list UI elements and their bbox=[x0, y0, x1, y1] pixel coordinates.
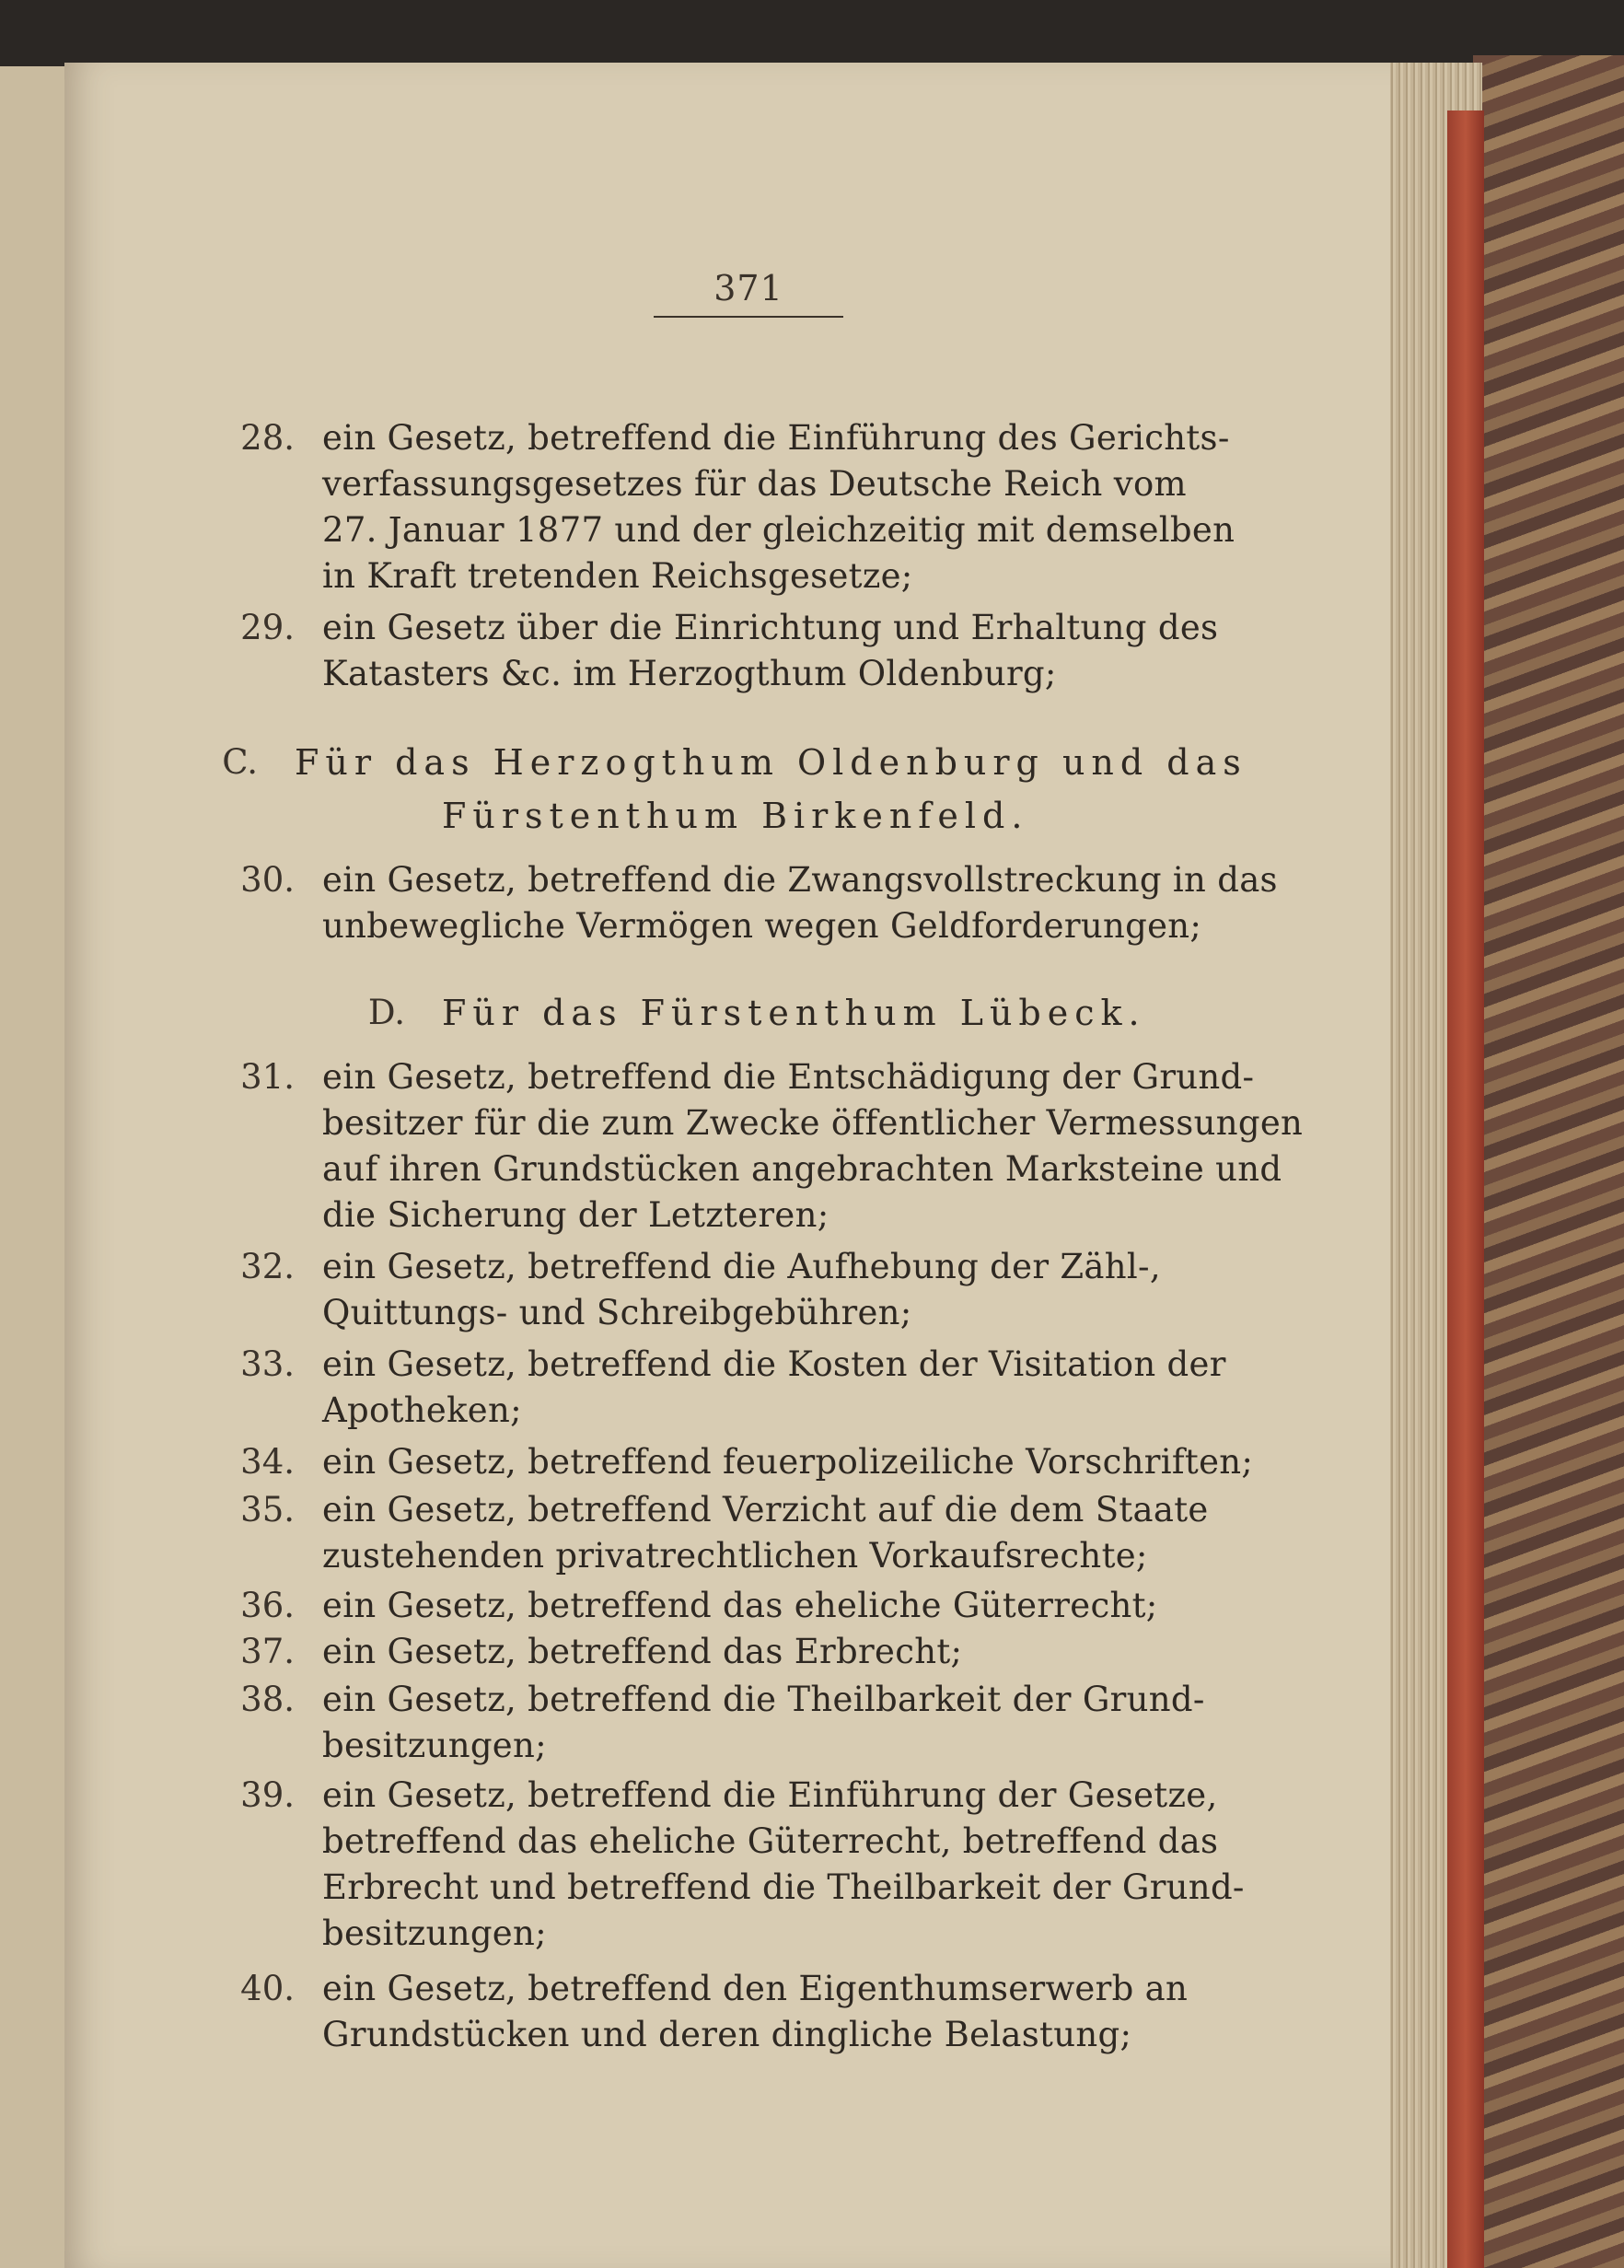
item-line: betreffend das eheliche Güterrecht, betreffend das bbox=[322, 1821, 1219, 1861]
item-line: Katasters &c. im Herzogthum Oldenburg; bbox=[322, 654, 1057, 693]
item-line: ein Gesetz über die Einrichtung und Erhaltung des bbox=[322, 608, 1219, 647]
book-cover bbox=[1473, 55, 1624, 2268]
item-line: ein Gesetz, betreffend das eheliche Güterrecht; bbox=[322, 1586, 1158, 1625]
item-line: Grundstücken und deren dingliche Belastung; bbox=[322, 2015, 1132, 2054]
item-number: 36. bbox=[240, 1586, 295, 1625]
item-line: ein Gesetz, betreffend die Einführung der Gesetze, bbox=[322, 1775, 1218, 1815]
item-line: ein Gesetz, betreffend feuerpolizeiliche Vorschriften; bbox=[322, 1442, 1254, 1482]
page-text bbox=[64, 63, 1390, 2268]
section-letter: D. bbox=[367, 993, 405, 1032]
item-line: ein Gesetz, betreffend Verzicht auf die dem Staate bbox=[322, 1490, 1209, 1529]
item-number: 34. bbox=[240, 1442, 295, 1482]
item-line: ein Gesetz, betreffend die Theilbarkeit der Grund- bbox=[322, 1680, 1205, 1719]
item-line: besitzungen; bbox=[322, 1726, 547, 1765]
item-line: besitzer für die zum Zwecke öffentlicher Vermessungen bbox=[322, 1103, 1304, 1143]
item-line: ein Gesetz, betreffend die Zwangsvollstreckung in das bbox=[322, 860, 1278, 900]
item-line: 27. Januar 1877 und der gleichzeitig mit demselben bbox=[322, 510, 1235, 550]
item-line: ein Gesetz, betreffend die Einführung des Gerichts- bbox=[322, 418, 1230, 458]
item-number: 39. bbox=[240, 1775, 295, 1815]
item-line: ein Gesetz, betreffend das Erbrecht; bbox=[322, 1632, 963, 1671]
item-line: verfassungsgesetzes für das Deutsche Reich vom bbox=[322, 464, 1187, 504]
item-number: 38. bbox=[240, 1680, 295, 1719]
item-number: 28. bbox=[240, 418, 295, 458]
item-line: ein Gesetz, betreffend den Eigenthumserwerb an bbox=[322, 1969, 1189, 2008]
item-number: 32. bbox=[240, 1247, 295, 1286]
red-page-edge bbox=[1447, 110, 1484, 2268]
section-letter: C. bbox=[222, 742, 258, 782]
item-number: 40. bbox=[240, 1969, 295, 2008]
item-line: zustehenden privatrechtlichen Vorkaufsrechte; bbox=[322, 1536, 1148, 1576]
page-number: 371 bbox=[654, 268, 843, 318]
item-number: 35. bbox=[240, 1490, 295, 1529]
item-number: 29. bbox=[240, 608, 295, 647]
item-number: 33. bbox=[240, 1344, 295, 1384]
item-line: Apotheken; bbox=[322, 1390, 522, 1430]
item-line: ein Gesetz, betreffend die Entschädigung der Grund- bbox=[322, 1057, 1255, 1097]
item-line: auf ihren Grundstücken angebrachten Marksteine und bbox=[322, 1149, 1282, 1189]
item-line: Erbrecht und betreffend die Theilbarkeit der Grund- bbox=[322, 1867, 1245, 1907]
section-heading: Für das Fürstenthum Lübeck. bbox=[442, 993, 1146, 1033]
book-page bbox=[64, 63, 1390, 2268]
item-number: 31. bbox=[240, 1057, 295, 1097]
item-line: Quittungs- und Schreibgebühren; bbox=[322, 1293, 912, 1332]
item-line: in Kraft tretenden Reichsgesetze; bbox=[322, 556, 913, 596]
section-heading: Fürstenthum Birkenfeld. bbox=[442, 796, 1029, 836]
left-page-edge bbox=[0, 66, 68, 2268]
item-number: 30. bbox=[240, 860, 295, 900]
item-line: die Sicherung der Letzteren; bbox=[322, 1195, 829, 1235]
item-number: 37. bbox=[240, 1632, 295, 1671]
section-heading: Für das Herzogthum Oldenburg und das bbox=[295, 742, 1247, 783]
item-line: ein Gesetz, betreffend die Aufhebung der Zähl-, bbox=[322, 1247, 1161, 1286]
item-line: besitzungen; bbox=[322, 1913, 547, 1953]
item-line: unbewegliche Vermögen wegen Geldforderungen; bbox=[322, 906, 1202, 946]
item-line: ein Gesetz, betreffend die Kosten der Visitation der bbox=[322, 1344, 1226, 1384]
